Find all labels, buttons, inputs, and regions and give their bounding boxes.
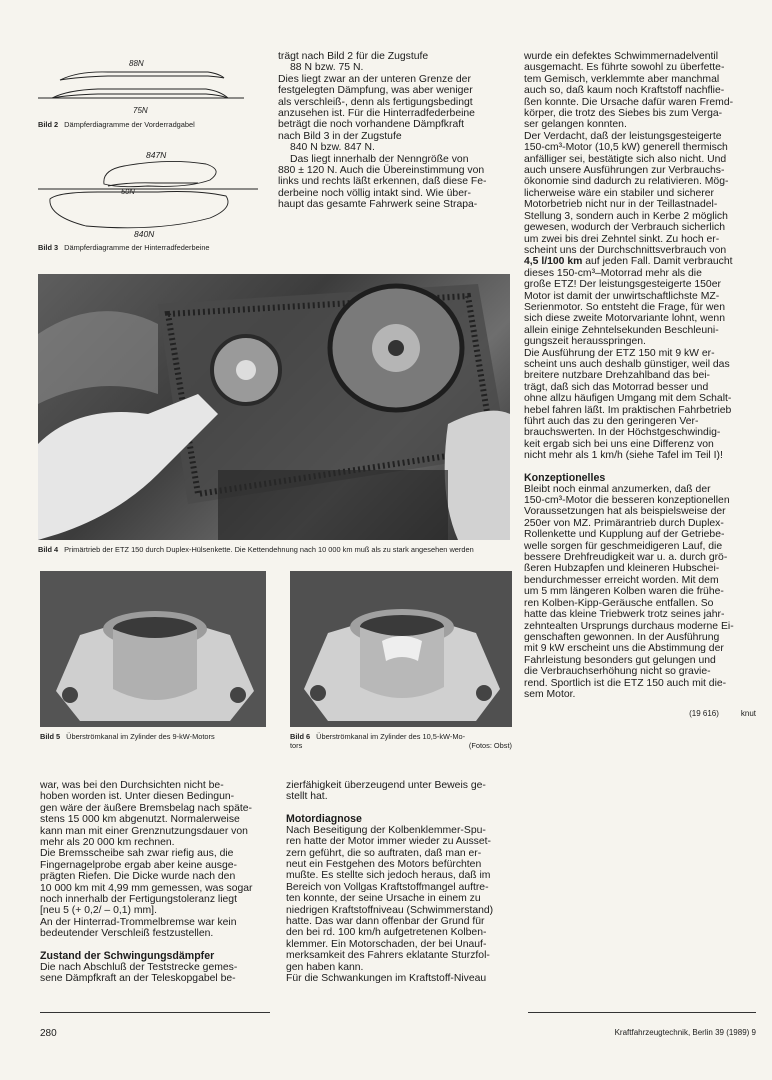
text-line: körper, die trotz des Siebes bis zum Verga- xyxy=(524,108,723,120)
text-line: sich diese zweite Motorvariante lohnt, wenn xyxy=(524,313,725,325)
section-heading-motordiagnose: Motordiagnose xyxy=(286,812,362,825)
text-line: als verschleiß-, denn als fertigungsbedingt xyxy=(278,96,473,108)
text-line: Für die Schwankungen im Kraftstoff-Niveau xyxy=(286,973,487,985)
cylinder-9kw-image xyxy=(40,571,266,727)
text-line: beträgt die noch vorhandene Dämpfkraft xyxy=(278,119,464,131)
text-line: klemmer. Ein Motorschaden, der bei Unauf- xyxy=(286,938,487,950)
text-line: Das liegt innerhalb der Nenngröße von xyxy=(290,153,469,165)
text-line: 10 000 km mit 4,99 mm gemessen, was sogar xyxy=(40,882,253,894)
text-line: ausgemacht. Es führte sowohl zu überfette- xyxy=(524,62,725,74)
text-line: Die Bremsscheibe sah zwar riefig aus, die xyxy=(40,848,234,860)
text-line: trägt, daß sich das Motorrad besser und xyxy=(524,381,709,393)
text-line: mehr als 20 000 km rechnen. xyxy=(40,837,175,849)
footer-rule-right xyxy=(528,1012,756,1013)
text-line: ten konnte, der seine Ursache in einem zu xyxy=(286,893,481,905)
text-line: bessere Drehfreudigkeit war u. a. durch grö- xyxy=(524,552,728,564)
col3-text xyxy=(524,51,756,720)
bild2-label: Bild 2 xyxy=(38,120,59,129)
bild5-caption xyxy=(40,732,280,741)
text-line: nicht mehr als 1 km/h (siehe Tafel im Teil I)! xyxy=(524,450,723,462)
bild6-caption-text-2: tors xyxy=(290,741,303,750)
text-line: keit ergab sich bei uns eine Differenz von xyxy=(524,438,714,450)
footer-rule-left xyxy=(40,1012,270,1013)
text-line: dieses 150-cm³–Motorrad mehr als die xyxy=(524,267,702,279)
bild4-photo xyxy=(38,274,510,540)
text-line: führt auch das zu den geringeren Ver- xyxy=(524,416,699,427)
text-line: ßeren Hubzapfen und kleineren Hubschei- xyxy=(524,563,720,575)
journal-citation: Kraftfahrzeugtechnik, Berlin 39 (1989) 9 xyxy=(614,1028,756,1037)
text-line: anzusehen ist. Für die Hinterradfederbeine xyxy=(278,108,475,120)
text-line: ren Kolben-Kipp-Geräusche entfallen. So xyxy=(524,597,714,609)
text-line: An der Hinterrad-Trommelbremse war kein xyxy=(40,916,237,928)
bild3-caption xyxy=(38,243,298,252)
bild3-diagram xyxy=(38,144,260,240)
text-line: Serienmotor. So entsteht die Frage, für wen xyxy=(524,301,725,313)
bild2-caption-text: Dämpferdiagramme der Vorderradgabel xyxy=(64,120,195,129)
text-line: war, was bei den Durchsichten nicht be- xyxy=(40,780,224,791)
text-line: 150-cm³-Motor (10,5 kW) generell thermisch xyxy=(524,142,728,154)
text-line: Dies liegt zwar an der unteren Grenze der xyxy=(278,73,471,85)
text-line: 150-cm³-Motor die besseren konzeptionellen xyxy=(524,495,730,507)
text-line: mit 9 kW erscheint uns die Abstimmung der xyxy=(524,643,724,655)
text-line: trägt nach Bild 2 für die Zugstufe xyxy=(278,51,429,62)
consumption-value: 4,5 l/100 km xyxy=(524,256,583,268)
primary-drive-image xyxy=(38,274,510,540)
text-line: breitere nutzbare Drehzahlband das bei- xyxy=(524,370,710,382)
text-line: zehntealten Ursprungs durchaus moderne Ei- xyxy=(524,620,734,632)
text-line: auch so, daß kaum noch Kraftstoff nachflie- xyxy=(524,85,725,97)
text-line: [neu 5 (+ 0,2/ – 0,1) mm]. xyxy=(40,905,157,917)
text-line: große ETZ! Der leistungsgesteigerte 150er xyxy=(524,279,721,291)
bild2-upper-value: 88N xyxy=(129,59,144,68)
text-line: Voraussetzungen hat als beispielsweise der xyxy=(524,506,726,518)
text-line: gen wäre der äußere Bremsbelag nach späte- xyxy=(40,802,252,814)
bottom-col1-text xyxy=(40,780,268,985)
text-line: mußte. Es stellte sich jedoch heraus, daß im xyxy=(286,870,491,882)
text-line: genschaften gewonnen. In der Ausführung xyxy=(524,631,720,643)
text-line: ökonomie sind dadurch zu relativieren. Mög- xyxy=(524,176,729,188)
text-line: neut ein Festgehen des Motors befürchten xyxy=(286,859,482,871)
text-line: zierfähigkeit überzeugend unter Beweis ge- xyxy=(286,780,486,791)
bild6-photo xyxy=(290,571,512,727)
bild3-caption-text: Dämpferdiagramme der Hinterradfederbeine xyxy=(64,243,210,252)
text-line: gen haben kann. xyxy=(286,961,364,973)
text-line: Stellung 3, sondern auch in Kerbe 2 möglich xyxy=(524,210,728,222)
bild4-label: Bild 4 xyxy=(38,545,59,554)
text-line: Motor ist damit der unwirtschaftlichste MZ- xyxy=(524,290,720,302)
text-line: hatte das kleine Triebwerk trotz seines jahr- xyxy=(524,609,725,621)
text-line: Fingernagelprobe ergab aber keine ausge- xyxy=(40,859,237,871)
text-line: merksamkeit des Fahrers eklatante Sturzfol- xyxy=(286,950,490,962)
bild3-label: Bild 3 xyxy=(38,243,59,252)
bottom-col2-text xyxy=(286,780,514,985)
text-line: Motorbetrieb nicht nur in der Teillastnadel- xyxy=(524,199,718,211)
text-line: ßen konnte. Die Ursache dafür waren Fremd- xyxy=(524,96,734,108)
text-line: 250er von MZ. Primärantrieb durch Duplex- xyxy=(524,517,724,529)
text-line: um zwei bis drei Zehntel sinkt. Zu hoch er- xyxy=(524,233,720,245)
text-line: haupt das gesamte Fahrwerk seine Strapa- xyxy=(278,199,478,211)
col2-top-text xyxy=(278,51,508,211)
text-line: licherweise wäre ein stabiler und sicherer xyxy=(524,187,715,199)
bild3-bottom-value: 840N xyxy=(134,229,155,239)
bild6-label: Bild 6 xyxy=(290,732,311,741)
bild2-caption xyxy=(38,120,278,129)
text-line: Der Verdacht, daß der leistungsgesteigerte xyxy=(524,130,722,142)
text-line: zern geführt, die so auftraten, daß man er- xyxy=(286,847,482,859)
article-signature xyxy=(524,708,756,719)
bild2-diagram xyxy=(38,52,246,116)
text-line: ohne allzu häufigen Umgang mit dem Schalt- xyxy=(524,393,732,405)
text-line: links und rechts läßt erkennen, daß diese Fe- xyxy=(278,176,487,188)
text-line: Fahrleistung besonders gut gelungen und xyxy=(524,654,716,666)
text-line: wurde ein defektes Schwimmernadelventil xyxy=(524,51,719,62)
text-line: auch unsere Ausführungen zur Verbrauchs- xyxy=(524,165,725,177)
text-line: gungszeit herausspringen. xyxy=(524,336,646,348)
bild6-caption-text: Überströmkanal im Zylinder des 10,5-kW-Mo- xyxy=(316,732,466,741)
text-line: stens 15 000 km abgenutzt. Normalerweise xyxy=(40,814,240,826)
bild5-caption-text: Überströmkanal im Zylinder des 9-kW-Motors xyxy=(66,732,215,741)
bild5-label: Bild 5 xyxy=(40,732,61,741)
text-line: bendurchmesser erreicht worden. Mit dem xyxy=(524,574,719,586)
text-line: scheint uns der Durchschnittsverbrauch von xyxy=(524,244,727,256)
text-line: Nach Beseitigung der Kolbenklemmer-Spu- xyxy=(286,824,486,836)
text-line: nach Bild 3 in der Zugstufe xyxy=(278,130,402,142)
text-line: noch innerhalb der Fertigungstoleranz liegt xyxy=(40,894,237,906)
text-line: Die Ausführung der ETZ 150 mit 9 kW er- xyxy=(524,347,715,359)
section-heading-schwingungsdaempfer: Zustand der Schwingungsdämpfer xyxy=(40,949,215,962)
text-line: die Verbrauchserhöhung nicht so gravie- xyxy=(524,666,711,678)
text-line: kann man mit einer Grenznutzungsdauer von xyxy=(40,825,248,837)
text-line: welle sorgen für geschmeidigeren Lauf, die xyxy=(524,540,723,552)
text-line: hebel fahren läßt. Im praktischen Fahrbetrieb xyxy=(524,404,732,416)
text-line: rend. Sportlich ist die ETZ 150 auch mit die- xyxy=(524,677,727,689)
text-line xyxy=(524,256,756,267)
text-line: brauchswerten. In der Höchstgeschwindig- xyxy=(524,427,721,439)
text-line: anfälliger sei, bestätigte sich also nicht. Und xyxy=(524,153,727,165)
text-line: Die nach Abschluß der Teststrecke gemes- xyxy=(40,961,238,973)
text-line: 840 N bzw. 847 N. xyxy=(290,142,375,154)
text-line: 88 N bzw. 75 N. xyxy=(290,62,364,74)
text-line: sem Motor. xyxy=(524,688,576,700)
cylinder-10-5kw-image xyxy=(290,571,512,727)
text-line: ren hatte der Motor immer wieder zu Ausset- xyxy=(286,836,492,848)
bild6-caption xyxy=(290,732,512,750)
bild3-top-value: 847N xyxy=(146,150,167,160)
section-heading-konzeptionelles: Konzeptionelles xyxy=(524,471,606,484)
text-line: bedeutender Verschleiß festzustellen. xyxy=(40,928,214,940)
bild3-mid-value: 50N xyxy=(121,187,135,196)
text-line: Rollenkette und Kupplung auf der Getriebe- xyxy=(524,529,725,541)
text-line: hatte. Das war dann offenbar der Grund für xyxy=(286,916,485,928)
text-line: hoben worden ist. Unter diesen Bedingun- xyxy=(40,791,235,803)
text-line: sene Dämpfkraft an der Teleskopgabel be- xyxy=(40,973,236,985)
bild4-caption-text: Primärtrieb der ETZ 150 durch Duplex-Hülsenkette. Die Kettendehnung nach 10 000 km muß als zu stark angesehen werden xyxy=(64,545,474,554)
text-line: Bereich von Vollgas Kraftstoffmangel auftre- xyxy=(286,881,489,893)
text-line: stellt hat. xyxy=(286,791,328,803)
text-line: 880 ± 120 N. Auch die Übereinstimmung von xyxy=(278,165,485,177)
text-line: prägten Riefen. Die Dicke wurde nach den xyxy=(40,871,236,883)
text-line-tail: auf jeden Fall. Damit verbraucht xyxy=(582,256,733,268)
bild2-lower-value: 75N xyxy=(133,106,148,115)
text-line: den bei rd. 100 km/h aufgetretenen Kolben- xyxy=(286,927,487,939)
text-line: festgelegten Dämpfung, was aber weniger xyxy=(278,85,473,97)
text-line: ser gelangen konnten. xyxy=(524,119,627,131)
bild5-photo xyxy=(40,571,266,727)
text-line: scheint uns auch deshalb günstiger, weil das xyxy=(524,358,730,370)
page-number: 280 xyxy=(40,1028,57,1039)
text-line: um 5 mm längeren Kolben waren die frühe- xyxy=(524,586,724,598)
text-line: allein einige Zehntelsekunden Beschleuni- xyxy=(524,324,719,336)
text-line: Bleibt noch einmal anzumerken, daß der xyxy=(524,483,711,495)
article-ref: (19 616) xyxy=(689,709,719,719)
bild4-caption xyxy=(38,545,516,554)
author-initials: knut xyxy=(740,709,756,719)
text-line: derbeine noch völlig intakt sind. Wie über- xyxy=(278,187,471,199)
text-line: gewesen, wodurch der Verbrauch sicherlich xyxy=(524,222,725,234)
text-line: niedrigen Kraftstoffniveau (Schwimmerstand) xyxy=(286,904,494,916)
text-line: tem Gemisch, verklemmte aber manchmal xyxy=(524,73,720,85)
photo-credit: (Fotos: Obst) xyxy=(468,741,512,750)
